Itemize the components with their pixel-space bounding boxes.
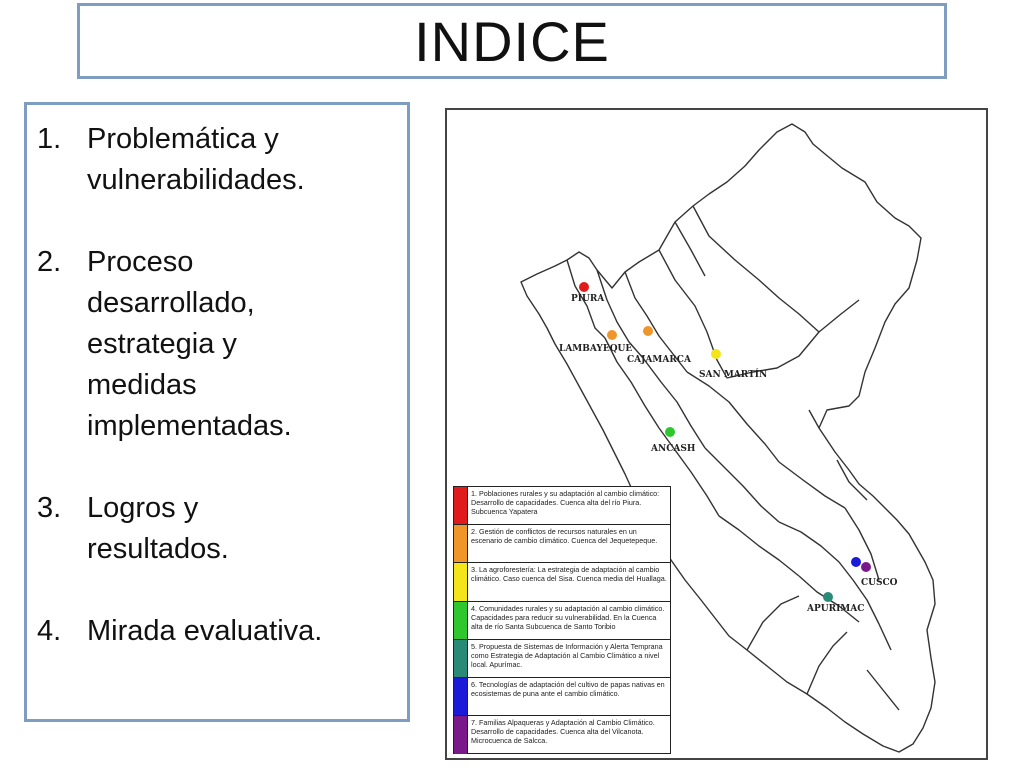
map-label-cusco: CUSCO [861, 578, 898, 588]
peru-map [445, 108, 988, 760]
legend-text: 5. Propuesta de Sistemas de Información y Alerta Temprana como Estrategia de Adaptación al Cambio Climático a nivel local. Apurímac. [471, 641, 663, 669]
map-label-ancash: ANCASH [651, 444, 696, 454]
slide-title: INDICE [414, 9, 610, 73]
map-label-piura: PIURA [571, 294, 605, 304]
index-number: 1. [37, 123, 62, 155]
index-number: 3. [37, 492, 62, 524]
title-box [77, 3, 947, 79]
legend-swatch [454, 716, 468, 754]
map-marker-piura [579, 282, 589, 292]
map-marker-cusco-blue [851, 557, 861, 567]
index-number: 4. [37, 615, 62, 647]
index-line: Problemática y [87, 123, 279, 155]
index-line: vulnerabilidades. [87, 164, 305, 196]
map-marker-cajamarca [643, 326, 653, 336]
map-label-san-martin: SAN MARTÍN [699, 370, 768, 380]
legend-swatch [454, 487, 468, 524]
index-list [24, 102, 410, 722]
legend-swatch [454, 563, 468, 600]
index-line: medidas [87, 369, 197, 401]
map-marker-san-martin [711, 349, 721, 359]
legend-text: 3. La agroforestería: La estrategia de adaptación al cambio climático. Caso cuenca del Sisa. Cuenca media del Huallaga. [471, 565, 667, 584]
index-line: Proceso [87, 246, 194, 278]
legend-swatch [454, 678, 468, 715]
index-line: desarrollado, [87, 287, 255, 319]
index-line: Logros y [87, 492, 199, 524]
legend-text: 1. Poblaciones rurales y su adaptación al cambio climático: Desarrollo de capacidades. Cuenca alta del río Piura. Subcuenca Yapatera [471, 489, 660, 516]
index-item-3 [37, 488, 397, 570]
map-legend [453, 486, 671, 754]
index-line: implementadas. [87, 410, 292, 442]
legend-swatch [454, 602, 468, 639]
legend-row-5 [454, 640, 670, 678]
map-marker-cusco-purple [861, 562, 871, 572]
index-line: resultados. [87, 533, 229, 565]
index-item-4 [37, 611, 397, 652]
map-label-cajamarca: CAJAMARCA [627, 355, 691, 365]
legend-row-6 [454, 678, 670, 716]
map-marker-apurimac [823, 592, 833, 602]
map-marker-lambayeque [607, 330, 617, 340]
legend-swatch [454, 525, 468, 562]
index-line: estrategia y [87, 328, 237, 360]
legend-row-1 [454, 487, 670, 525]
index-number: 2. [37, 246, 62, 278]
legend-row-4 [454, 602, 670, 640]
map-label-lambayeque: LAMBAYEQUE [559, 344, 633, 354]
legend-row-2 [454, 525, 670, 563]
map-label-apurimac: APURIMAC [807, 604, 865, 614]
legend-row-7 [454, 716, 670, 754]
legend-text: 6. Tecnologías de adaptación del cultivo de papas nativas en ecosistemas de puna ante el cambio climático. [471, 679, 665, 698]
legend-swatch [454, 640, 468, 677]
index-item-1 [37, 119, 397, 201]
legend-text: 4. Comunidades rurales y su adaptación al cambio climático. Capacidades para reducir su vulnerabilidad. En la Cuenca alta de río Santa Subcuenca de Santo Toribio [471, 603, 665, 631]
legend-row-3 [454, 563, 670, 601]
map-marker-ancash [665, 427, 675, 437]
legend-text: 7. Familias Alpaqueras y Adaptación al Cambio Climático. Desarrollo de capacidades. Cuenca alta del Vilcanota. Microcuenca de Salcca. [471, 718, 655, 746]
legend-text: 2. Gestión de conflictos de recursos naturales en un escenario de cambio climático. Cuenca del Jequetepeque. [471, 527, 658, 546]
index-item-2 [37, 242, 397, 447]
index-line: Mirada evaluativa. [87, 615, 323, 647]
